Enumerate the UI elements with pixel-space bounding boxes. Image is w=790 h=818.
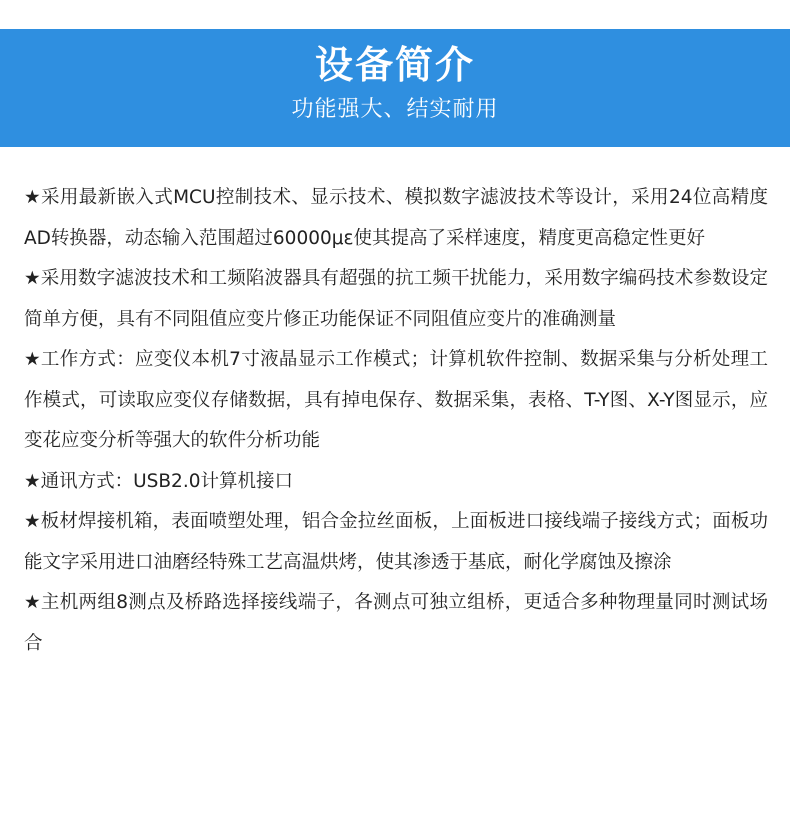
header-banner <box>0 29 790 147</box>
feature-item: ★主机两组8测点及桥路选择接线端子，各测点可独立组桥，更适合多种物理量同时测试场合 <box>24 592 768 654</box>
feature-item: ★采用最新嵌入式MCU控制技术、显示技术、模拟数字滤波技术等设计，采用24位高精度AD转换器，动态输入范围超过60000με使其提高了采样速度，精度更高稳定性更好 <box>24 187 768 249</box>
page-title: 设备简介 <box>314 43 475 87</box>
feature-list <box>24 178 768 664</box>
feature-item: ★通讯方式：USB2.0计算机接口 <box>24 470 293 492</box>
page-subtitle: 功能强大、结实耐用 <box>291 97 499 122</box>
feature-item: ★板材焊接机箱，表面喷塑处理，铝合金拉丝面板，上面板进口接线端子接线方式；面板功能文字采用进口油磨经特殊工艺高温烘烤，使其渗透于基底，耐化学腐蚀及擦涂 <box>24 511 768 573</box>
feature-item: ★采用数字滤波技术和工频陷波器具有超强的抗工频干扰能力，采用数字编码技术参数设定简单方便，具有不同阻值应变片修正功能保证不同阻值应变片的准确测量 <box>24 268 768 330</box>
feature-item: ★工作方式：应变仪本机7寸液晶显示工作模式；计算机软件控制、数据采集与分析处理工作模式，可读取应变仪存储数据，具有掉电保存、数据采集，表格、T-Y图、X-Y图显示，应变花应变分析等强大的软件分析功能 <box>24 349 768 451</box>
